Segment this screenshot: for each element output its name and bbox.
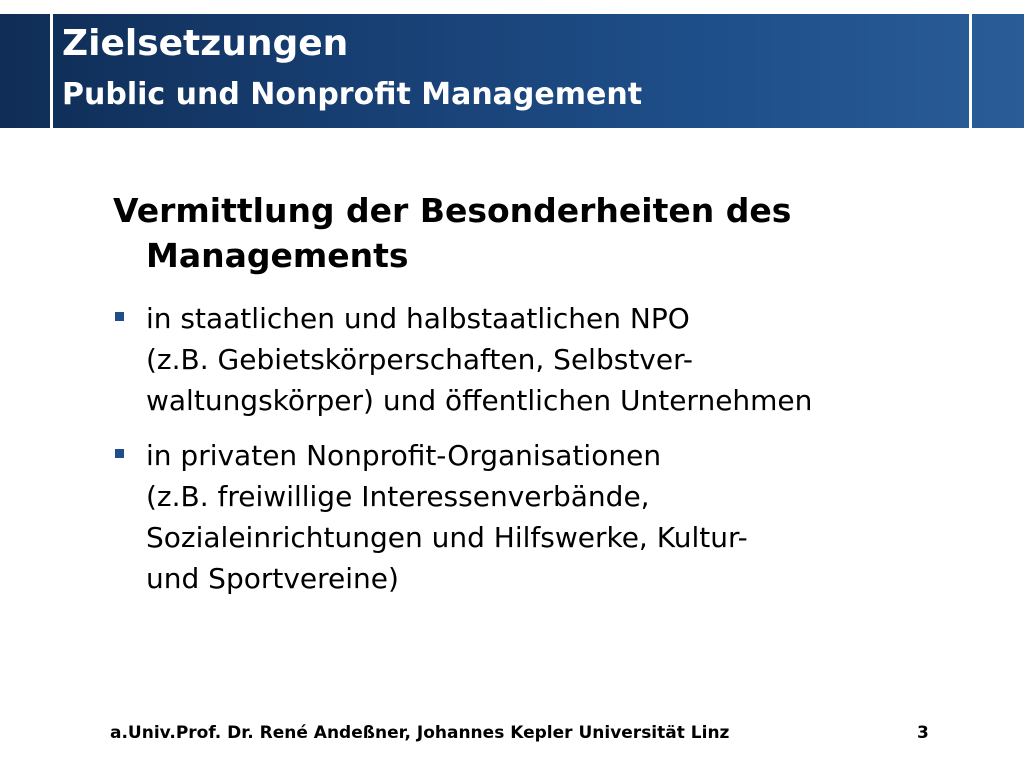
heading-line-1: Vermittlung der Besonderheiten des xyxy=(113,191,792,230)
header-divider-right xyxy=(969,14,972,128)
square-bullet-icon xyxy=(115,312,124,321)
bullet-1-line-2: (z.B. Gebietskörperschaften, Selbstver- xyxy=(146,343,693,376)
bullet-item xyxy=(113,435,993,599)
bullet-2-line-2: (z.B. freiwillige Interessenverbände, xyxy=(146,480,650,513)
content-heading xyxy=(113,188,993,278)
bullet-1-line-1: in staatlichen und halbstaatlichen NPO xyxy=(146,302,690,335)
slide-content xyxy=(113,188,993,613)
bullet-2-line-4: und Sportvereine) xyxy=(146,562,399,595)
heading-line-2: Managements xyxy=(146,236,409,275)
slide-subtitle: Public und Nonprofit Management xyxy=(62,77,643,112)
bullet-2-line-3: Sozialeinrichtungen und Hilfswerke, Kultur- xyxy=(146,521,748,554)
page-number: 3 xyxy=(917,723,929,743)
footer-author: a.Univ.Prof. Dr. René Andeßner, Johannes Kepler Universität Linz xyxy=(110,723,730,743)
square-bullet-icon xyxy=(115,449,124,458)
slide-title: Zielsetzungen xyxy=(62,23,349,64)
bullet-1-line-3: waltungskörper) und öffentlichen Unternehmen xyxy=(146,384,813,417)
bullet-2-line-1: in privaten Nonprofit-Organisationen xyxy=(146,439,662,472)
bullet-item xyxy=(113,298,993,421)
bullet-list xyxy=(113,298,993,599)
header-divider-left xyxy=(50,14,53,128)
